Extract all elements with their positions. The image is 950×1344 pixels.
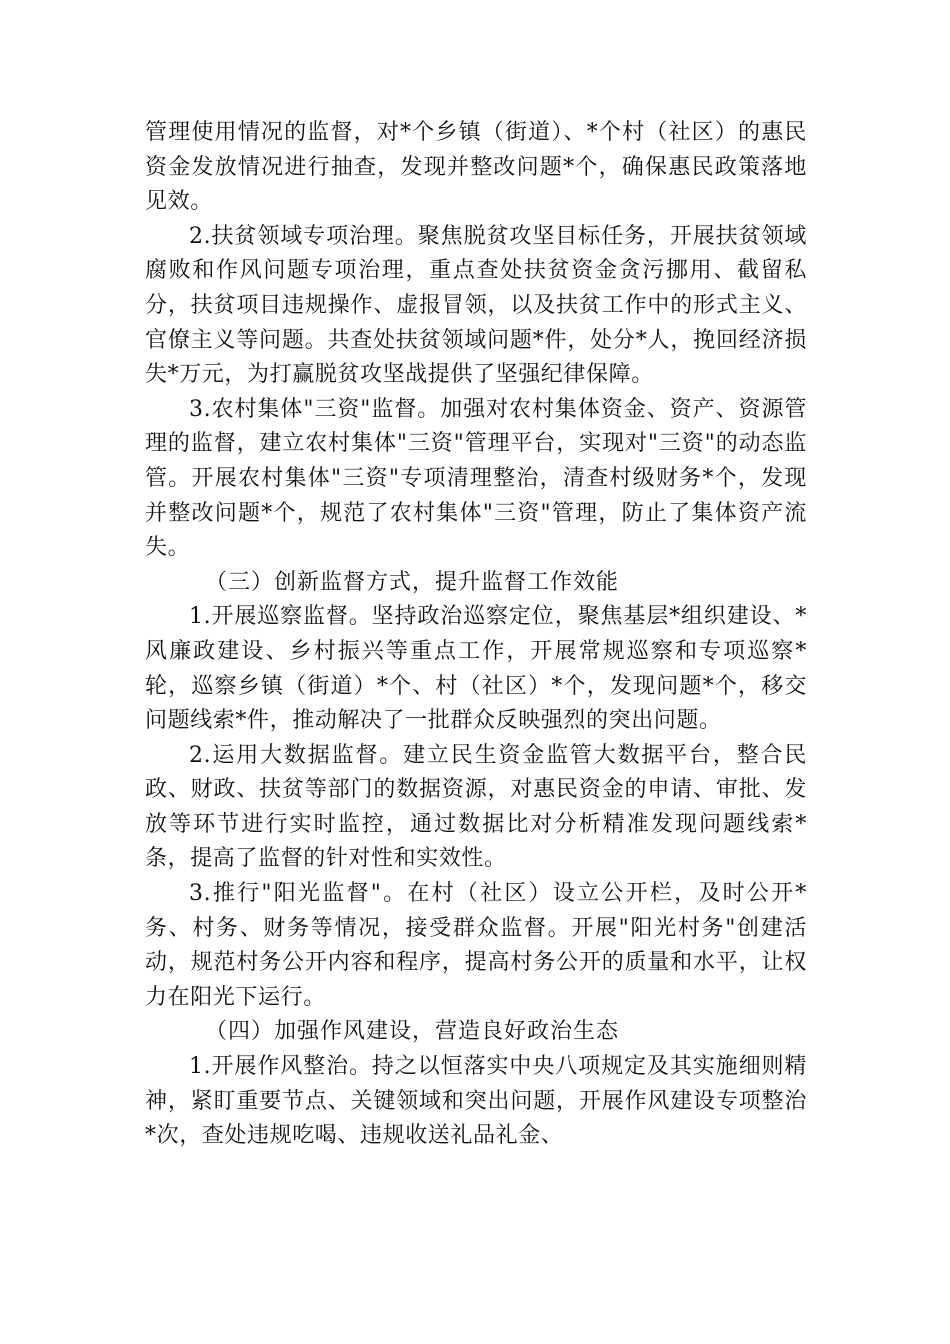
paragraph-three-assets: 3.农村集体"三资"监督。加强对农村集体资金、资产、资源管理的监督，建立农村集体"三资"管理平台，实现对"三资"的动态监管。开展农村集体"三资"专项清理整治，清查村级财务*个，发现并整改问题*个，规范了农村集体"三资"管理，防止了集体资产流失。 [145, 396, 807, 561]
paragraph-poverty-governance: 2.扶贫领域专项治理。聚焦脱贫攻坚目标任务，开展扶贫领域腐败和作风问题专项治理，重点查处扶贫资金贪污挪用、截留私分，扶贫项目违规操作、虚报冒领，以及扶贫工作中的形式主义、官僚主义等问题。共查处扶贫领域问题*件，处分*人，挽回经济损失*万元，为打赢脱贫攻坚战提供了坚强纪律保障。 [145, 223, 807, 388]
paragraph-style-rectification: 1.开展作风整治。持之以恒落实中央八项规定及其实施细则精神，紧盯重要节点、关键领域和突出问题，开展作风建设专项整治*次，查处违规吃喝、违规收送礼品礼金、 [145, 1054, 807, 1149]
section-heading-4: （四）加强作风建设，营造良好政治生态 [205, 1019, 620, 1045]
document-body [145, 116, 807, 1154]
section-heading-3: （三）创新监督方式，提升监督工作效能 [205, 569, 620, 595]
paragraph-sunshine: 3.推行"阳光监督"。在村（社区）设立公开栏，及时公开*务、村务、财务等情况，接受群众监督。开展"阳光村务"创建活动，规范村务公开内容和程序，提高村务公开的质量和水平，让权力在阳光下运行。 [145, 881, 807, 1010]
paragraph-big-data: 2.运用大数据监督。建立民生资金监管大数据平台，整合民政、财政、扶贫等部门的数据资源，对惠民资金的申请、审批、发放等环节进行实时监控，通过数据比对分析精准发现问题线索*条，提高了监督的针对性和实效性。 [145, 742, 807, 872]
paragraph-inspection: 1.开展巡察监督。坚持政治巡察定位，聚焦基层*组织建设、*风廉政建设、乡村振兴等重点工作，开展常规巡察和专项巡察*轮，巡察乡镇（街道）*个、村（社区）*个，发现问题*个，移交问题线索*件，推动解决了一批群众反映强烈的突出问题。 [145, 604, 807, 734]
paragraph-continuation: 管理使用情况的监督，对*个乡镇（街道）、*个村（社区）的惠民资金发放情况进行抽查，发现并整改问题*个，确保惠民政策落地见效。 [145, 120, 807, 215]
